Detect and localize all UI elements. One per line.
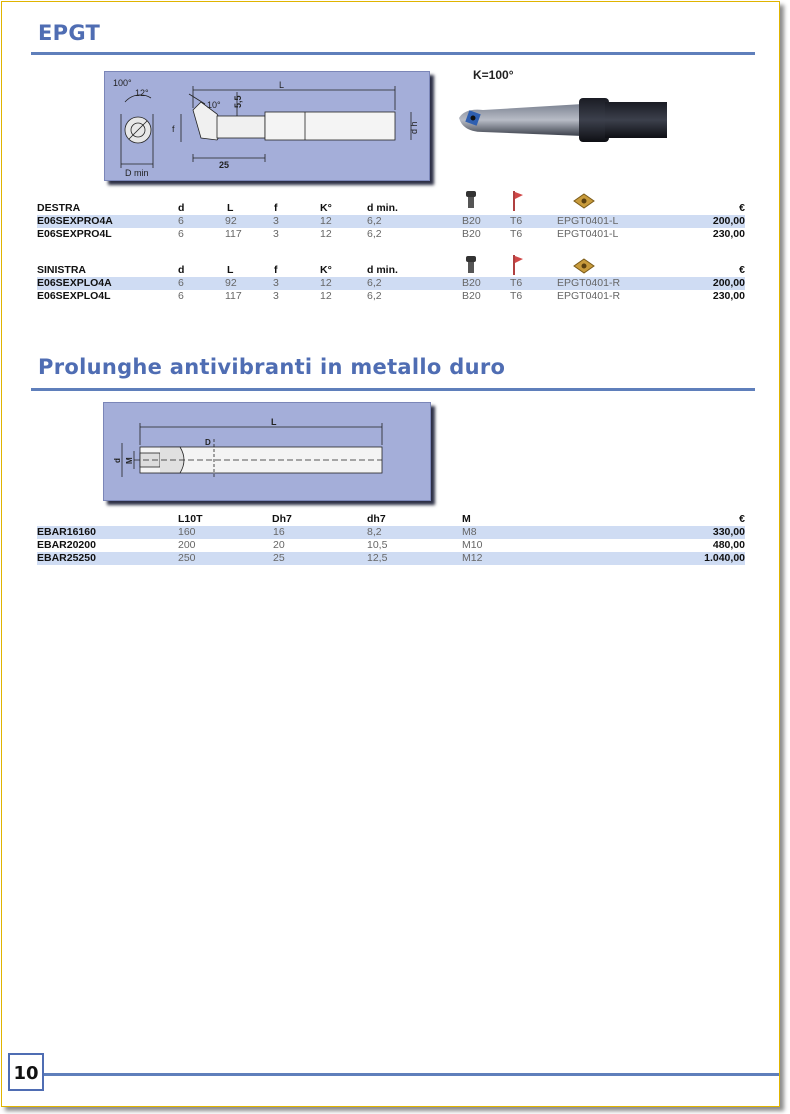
cell-d: 6 [178,215,184,227]
header-dmin: d min. [367,202,398,214]
table-row [37,215,745,228]
table-row [37,228,745,241]
product-code: EBAR20200 [37,539,96,551]
cell-price: 230,00 [712,290,745,302]
cell-L: 117 [225,290,242,302]
extension-table [37,513,745,565]
table-row [37,552,745,565]
header-euro: € [739,202,745,214]
header-m: M [462,513,471,525]
product-code: E06SEXPLO4A [37,277,112,289]
cell-D: 25 [273,552,285,564]
screw-icon [465,256,477,274]
diagram-label-dmin: D min [125,168,149,178]
cell-m: M10 [462,539,483,551]
cell-price: 200,00 [712,215,745,227]
table-row [37,526,745,539]
cell-f: 3 [273,215,279,227]
header-euro: € [739,513,745,525]
section-rule [31,388,755,391]
header-dh7-lower: dh7 [367,513,386,525]
cell-m: M8 [462,526,477,538]
sinistra-table [37,264,745,303]
cell-m: M12 [462,552,483,564]
diagram-label-25: 25 [219,160,230,170]
cell-D: 20 [273,539,285,551]
table-header [37,513,745,526]
cell-f: 3 [273,277,279,289]
product-code: E06SEXPRO4L [37,228,112,240]
torx-key-icon [512,191,524,211]
cell-dmin: 6,2 [367,215,382,227]
section-title-epgt: EPGT [38,21,101,45]
product-code: E06SEXPLO4L [37,290,111,302]
destra-table [37,202,745,241]
cell-k: 12 [320,228,332,240]
header-d: d [178,264,185,276]
header-L: L [227,202,234,214]
diagram-label-L: L [271,417,277,427]
cell-screw: B20 [462,215,481,227]
cell-d: 12,5 [367,552,388,564]
cell-insert: EPGT0401-L [557,228,619,240]
cell-key: T6 [510,215,523,227]
header-L: L [227,264,234,276]
cell-L: 92 [225,277,237,289]
section-title-prolunghe: Prolunghe antivibranti in metallo duro [38,355,506,379]
cell-d: 6 [178,228,184,240]
screw-icon [465,191,477,209]
table-row [37,539,745,552]
header-f: f [274,202,278,214]
cell-f: 3 [273,228,279,240]
table-row [37,277,745,290]
cell-d: 10,5 [367,539,388,551]
product-code: E06SEXPRO4A [37,215,113,227]
cell-screw: B20 [462,228,481,240]
product-code: EBAR16160 [37,526,96,538]
cell-insert: EPGT0401-R [557,277,621,289]
diagram-label-angle3: 10° [207,100,221,110]
header-sinistra: SINISTRA [37,264,87,276]
k-angle-label: K=100° [473,68,514,82]
header-euro: € [739,264,745,276]
boring-bar-diagram [104,71,430,181]
diagram-label-length: L [279,80,285,90]
cell-d: 6 [178,277,184,289]
extension-bar-diagram [103,402,431,501]
cell-l: 200 [178,539,196,551]
cell-price: 200,00 [712,277,745,289]
diagram-label-angle2: 12° [135,88,149,98]
diagram-label-D: D [205,438,211,447]
product-code: EBAR25250 [37,552,96,564]
cell-price: 480,00 [712,539,745,551]
diagram-label-d: d [113,458,122,463]
table-header [37,264,745,277]
cell-k: 12 [320,215,332,227]
cell-d: 8,2 [367,526,382,538]
page-number: 10 [8,1053,44,1091]
insert-icon [573,193,595,209]
cell-l: 160 [178,526,196,538]
cell-L: 92 [225,215,237,227]
cell-key: T6 [510,290,523,302]
cell-insert: EPGT0401-R [557,290,621,302]
header-dmin: d min. [367,264,398,276]
header-destra: DESTRA [37,202,81,214]
diagram-label-f: f [172,124,175,134]
diagram-label-55: 5,5 [233,95,243,108]
cell-k: 12 [320,277,332,289]
cell-l: 250 [178,552,196,564]
header-k: K° [320,202,332,214]
header-d: d [178,202,185,214]
table-header [37,202,745,215]
cell-L: 117 [225,228,242,240]
diagram-label-angle1: 100° [113,78,132,88]
cell-dmin: 6,2 [367,290,382,302]
header-l10t: L10T [178,513,203,525]
cell-screw: B20 [462,290,481,302]
header-k: K° [320,264,332,276]
tool-photo [455,92,670,152]
cell-dmin: 6,2 [367,277,382,289]
cell-k: 12 [320,290,332,302]
cell-D: 16 [273,526,285,538]
header-dh7-upper: Dh7 [272,513,292,525]
cell-insert: EPGT0401-L [557,215,619,227]
diagram-label-dh: d h [409,121,419,134]
cell-price: 330,00 [712,526,745,538]
cell-price: 230,00 [712,228,745,240]
header-f: f [274,264,278,276]
section-rule [31,52,755,55]
cell-price: 1.040,00 [704,552,745,564]
torx-key-icon [512,255,524,275]
cell-screw: B20 [462,277,481,289]
table-row [37,290,745,303]
footer-rule [44,1073,779,1076]
insert-icon [573,258,595,274]
cell-key: T6 [510,228,523,240]
cell-dmin: 6,2 [367,228,382,240]
cell-key: T6 [510,277,523,289]
diagram-label-M: M [125,457,134,464]
cell-f: 3 [273,290,279,302]
cell-d: 6 [178,290,184,302]
